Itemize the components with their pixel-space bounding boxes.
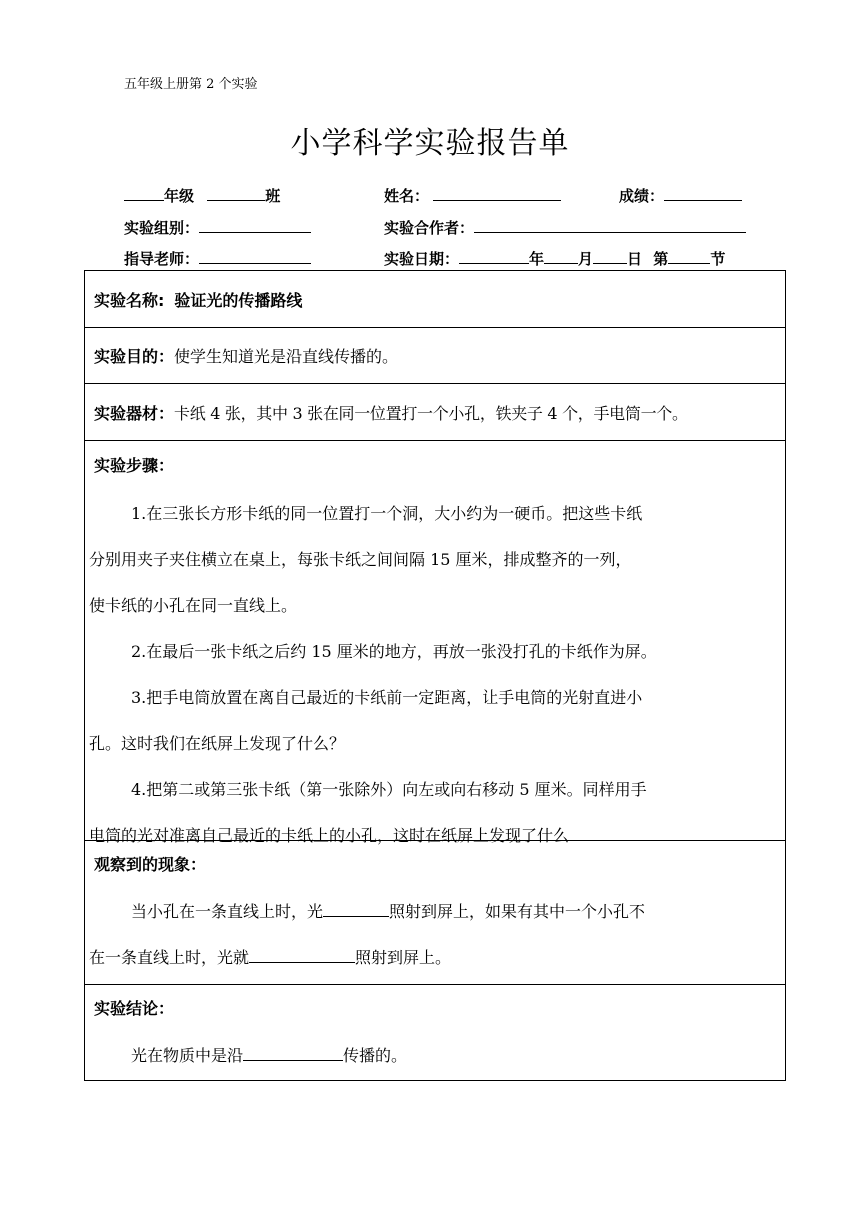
score-field: [619, 185, 742, 206]
group-label: 实验组别：: [124, 219, 200, 237]
materials-text: 卡纸 4 张，其中 3 张在同一位置打一个小孔，铁夹子 4 个，手电筒一个。: [174, 403, 688, 423]
observation-blank-1[interactable]: [323, 901, 389, 917]
observation-text: 在一条直线上时，光就: [89, 948, 250, 967]
partner-blank[interactable]: [474, 217, 746, 233]
step-line: 电筒的光对准离自己最近的卡纸上的小孔，这时在纸屏上发现了什么: [89, 826, 570, 845]
partner-field: [384, 217, 746, 238]
step-line: 4.把第二或第三张卡纸（第一张除外）向左或向右移动 5 厘米。同样用手: [131, 780, 647, 799]
observation-text: 照射到屏上，如果有其中一个小孔不: [389, 902, 646, 921]
step-line: 2.在最后一张卡纸之后约 15 厘米的地方，再放一张没打孔的卡纸作为屏。: [131, 642, 657, 661]
teacher-field: [124, 248, 311, 269]
grade-label: 年级: [164, 187, 195, 205]
observation-label: 观察到的现象：: [94, 855, 207, 874]
day-label: 日: [627, 250, 643, 268]
experiment-name-row: [85, 271, 785, 328]
teacher-blank[interactable]: [199, 248, 311, 264]
grade-class-field: [124, 185, 280, 206]
day-blank[interactable]: [593, 248, 627, 264]
experiment-name-value: 验证光的传播路线: [174, 290, 303, 310]
teacher-label: 指导老师：: [124, 250, 200, 268]
score-blank[interactable]: [664, 185, 742, 201]
purpose-text: 使学生知道光是沿直线传播的。: [174, 347, 399, 366]
conclusion-text: 传播的。: [343, 1046, 408, 1065]
step-line: 使卡纸的小孔在同一直线上。: [89, 596, 298, 615]
steps-label: 实验步骤：: [94, 456, 175, 475]
name-blank[interactable]: [433, 185, 561, 201]
conclusion-section: [85, 985, 785, 1080]
score-label: 成绩：: [619, 187, 665, 205]
date-label: 实验日期：: [384, 250, 460, 268]
partner-label: 实验合作者：: [384, 219, 475, 237]
date-field: [384, 248, 725, 269]
observation-line-1: [85, 889, 785, 935]
class-blank[interactable]: [207, 185, 265, 201]
observation-text: 照射到屏上。: [355, 948, 452, 967]
period-blank[interactable]: [668, 248, 710, 264]
step-line: 孔。这时我们在纸屏上发现了什么？: [89, 734, 346, 753]
report-table: [84, 270, 786, 1081]
period-label: 节: [710, 250, 726, 268]
materials-row: [85, 384, 785, 441]
group-blank[interactable]: [199, 217, 311, 233]
experiment-name-label: 实验名称:: [94, 290, 165, 310]
conclusion-text: 光在物质中是沿: [131, 1046, 244, 1065]
grade-blank[interactable]: [124, 185, 164, 201]
class-label: 班: [265, 187, 281, 205]
step-line: 分别用夹子夹住横立在桌上，每张卡纸之间间隔 15 厘米，排成整齐的一列，: [89, 550, 632, 569]
steps-section: [85, 441, 785, 845]
observation-blank-2[interactable]: [249, 947, 355, 963]
observation-text: 当小孔在一条直线上时，光: [131, 902, 324, 921]
group-field: [124, 217, 311, 238]
materials-label: 实验器材：: [94, 403, 175, 423]
month-label: 月: [578, 250, 594, 268]
conclusion-blank[interactable]: [243, 1045, 343, 1061]
step-line: 3.把手电筒放置在离自己最近的卡纸前一定距离，让手电筒的光射直进小: [131, 688, 643, 707]
period-prefix: 第: [653, 250, 669, 268]
conclusion-line: [85, 1033, 785, 1079]
year-label: 年: [529, 250, 545, 268]
purpose-row: [85, 328, 785, 384]
conclusion-label: 实验结论：: [94, 999, 175, 1018]
header-note: 五年级上册第 2 个实验: [124, 77, 258, 92]
purpose-label: 实验目的：: [94, 347, 175, 366]
year-blank[interactable]: [459, 248, 529, 264]
observation-section: [85, 841, 785, 985]
page-title: 小学科学实验报告单: [290, 126, 570, 161]
name-field: [384, 185, 561, 206]
name-label: 姓名：: [384, 187, 430, 205]
month-blank[interactable]: [544, 248, 578, 264]
observation-line-2: [85, 935, 785, 981]
step-line: 1.在三张长方形卡纸的同一位置打一个洞，大小约为一硬币。把这些卡纸: [131, 504, 643, 523]
